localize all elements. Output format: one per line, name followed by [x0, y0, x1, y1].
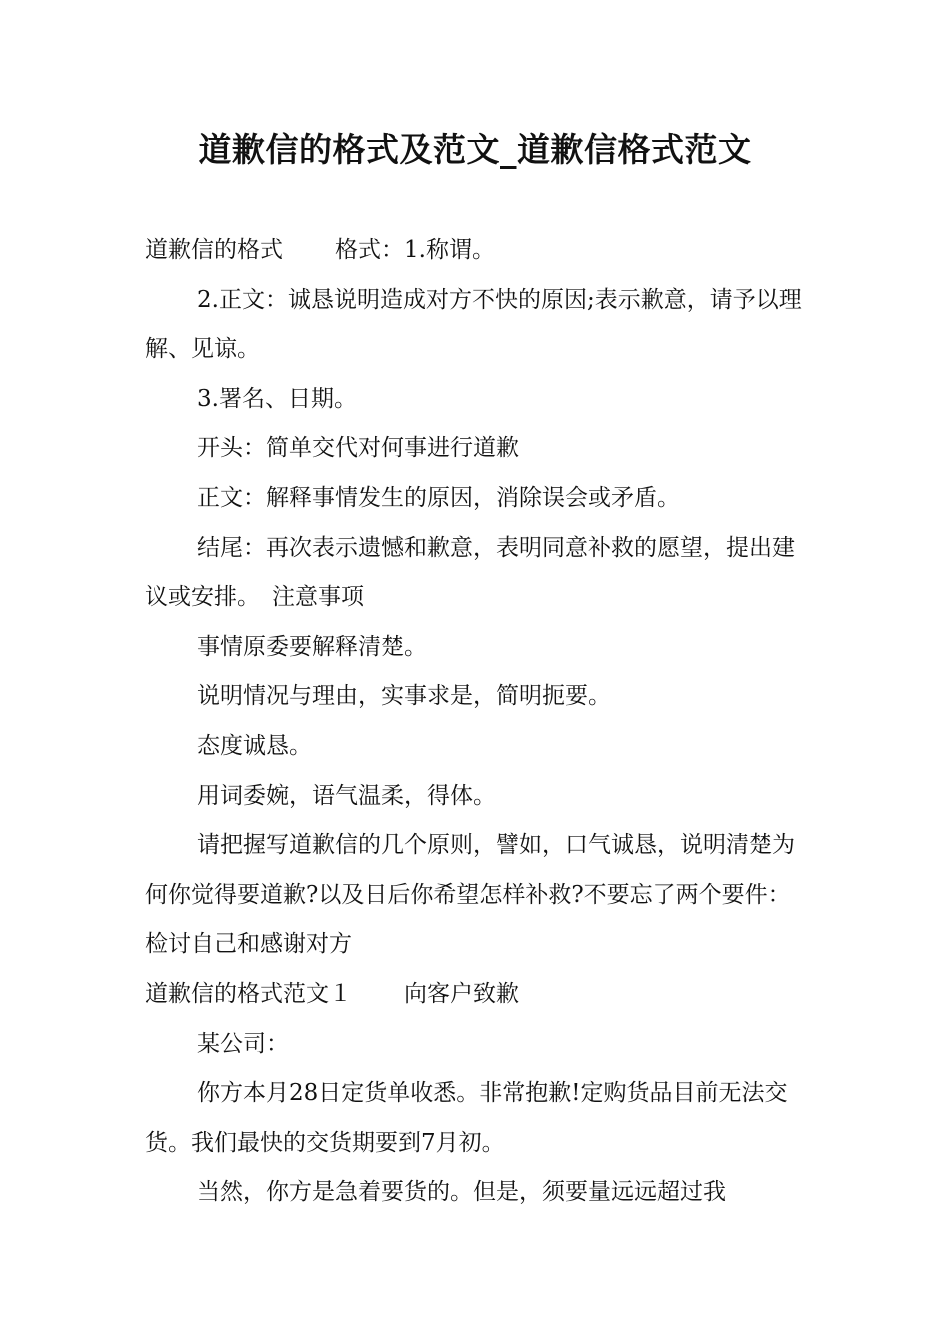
document-title: 道歉信的格式及范文_道歉信格式范文: [198, 130, 752, 169]
ending-paragraph: [145, 524, 810, 623]
example-heading-line: [145, 970, 810, 1020]
format-item-3: 3.署名、日期。: [197, 385, 357, 412]
letter-paragraph-2: 当然，你方是急着要货的。但是，须要量远远超过我: [197, 1179, 726, 1206]
format-intro-line: [145, 226, 810, 276]
principles-paragraph: 请把握写道歉信的几个原则，譬如，口气诚恳，说明清楚为何你觉得要道歉?以及日后你希望怎样补救?不要忘了两个要件：检讨自己和感谢对方: [145, 832, 795, 958]
format-item-1: 格式：1.称谓。: [335, 237, 495, 263]
note-4: 用词委婉，语气温柔，得体。: [197, 782, 496, 809]
note-2: 说明情况与理由，实事求是，简明扼要。: [197, 683, 611, 710]
format-item-2: 2.正文：诚恳说明造成对方不快的原因;表示歉意，请予以理解、见谅。: [145, 286, 802, 363]
note-3: 态度诚恳。: [197, 732, 312, 759]
example-1-heading: 道歉信的格式范文１: [145, 980, 352, 1007]
ending-text: 结尾：再次表示遗憾和歉意，表明同意补救的愿望，提出建议或安排。: [145, 534, 795, 611]
letter-paragraph-1: 你方本月28日定货单收悉。非常抱歉!定购货品目前无法交货。我们最快的交货期要到7月初。: [145, 1080, 788, 1156]
notes-heading: 注意事项: [272, 584, 364, 611]
document-body: [145, 226, 810, 1218]
note-1: 事情原委要解释清楚。: [197, 633, 427, 660]
letter-salutation: 某公司：: [197, 1030, 289, 1057]
opening-paragraph: 开头：简单交代对何事进行道歉: [197, 435, 519, 462]
section-heading-format: 道歉信的格式: [145, 237, 283, 263]
body-paragraph: 正文：解释事情发生的原因，消除误会或矛盾。: [197, 484, 680, 511]
example-1-subject: 向客户致歉: [404, 980, 519, 1007]
